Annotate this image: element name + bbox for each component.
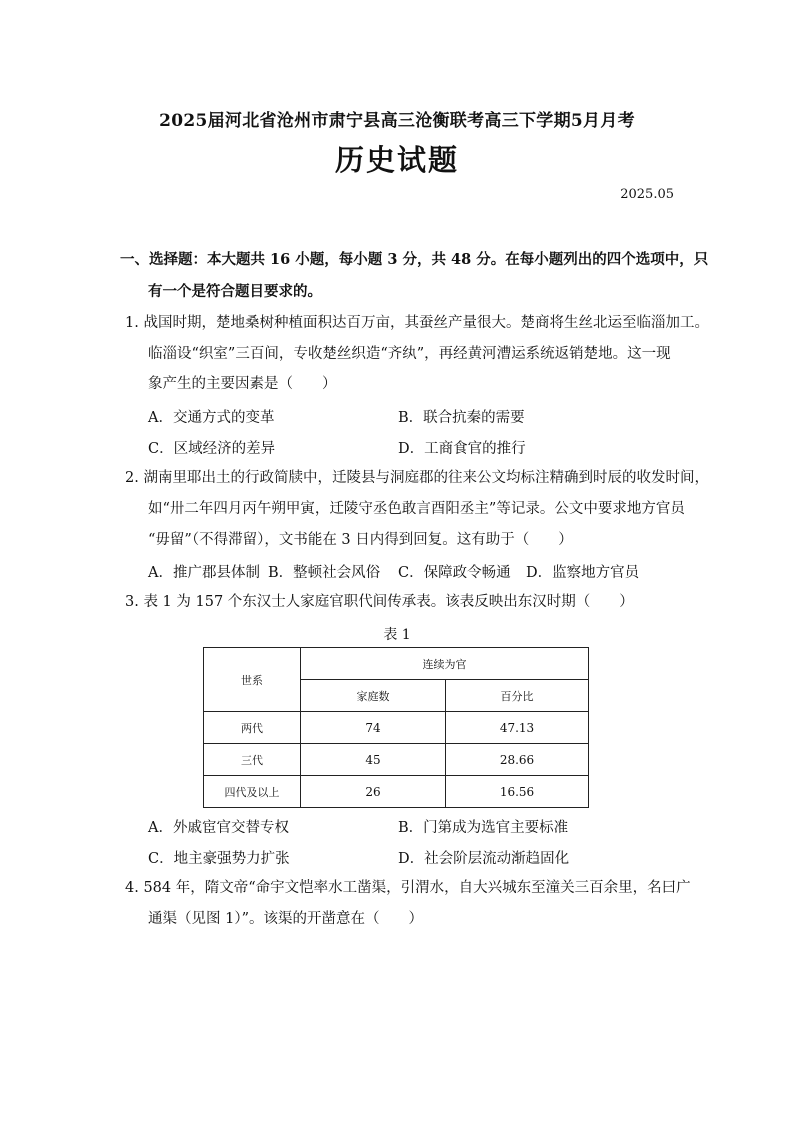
q2-stem-line1: 2. 湖南里耶出土的行政简牍中，迁陵县与洞庭郡的往来公文均标注精确到时辰的收发时间，: [125, 470, 709, 486]
exam-date: 2025.05: [620, 187, 674, 202]
q1-stem-line3: 象产生的主要因素是（ ）: [148, 376, 337, 392]
section-instruction-line1: 一、选择题：本大题共 16 小题，每小题 3 分，共 48 分。在每小题列出的四个选项中，只: [120, 251, 709, 268]
table-row: [204, 712, 589, 744]
row-count: 26: [301, 776, 446, 808]
q2-option-a[interactable]: A．推广郡县体制: [148, 565, 260, 581]
q2-option-d[interactable]: D．监察地方官员: [526, 565, 640, 581]
row-pct: 47.13: [446, 712, 589, 744]
q2-stem-line3: “毋留”（不得滞留），文书能在 3 日内得到回复。这有助于（ ）: [148, 532, 573, 548]
table-header-count: 家庭数: [301, 680, 446, 712]
q3-option-d[interactable]: D．社会阶层流动渐趋固化: [398, 851, 570, 867]
q3-option-a[interactable]: A．外戚宦官交替专权: [148, 820, 289, 836]
row-label: 四代及以上: [204, 776, 301, 808]
row-label: 两代: [204, 712, 301, 744]
table-row: [204, 744, 589, 776]
table-header-group: 连续为官: [301, 648, 589, 680]
table-caption: 表 1: [383, 627, 411, 643]
row-count: 45: [301, 744, 446, 776]
row-pct: 28.66: [446, 744, 589, 776]
table-row: [204, 776, 589, 808]
q2-option-c[interactable]: C．保障政令畅通: [398, 565, 511, 581]
q3-stem: 3. 表 1 为 157 个东汉士人家庭官职代间传承表。该表反映出东汉时期（ ）: [125, 594, 634, 610]
exam-title: 2025届河北省沧州市肃宁县高三沧衡联考高三下学期5月月考: [159, 111, 635, 131]
section-instruction-line2: 有一个是符合题目要求的。: [148, 283, 322, 300]
q2-stem-line2: 如“卅二年四月丙午朔甲寅，迁陵守丞色敢言酉阳丞主”等记录。公文中要求地方官员: [148, 501, 685, 517]
q2-option-b[interactable]: B．整顿社会风俗: [268, 565, 381, 581]
q4-stem-line1: 4. 584 年，隋文帝“命宇文恺率水工凿渠，引渭水，自大兴城东至潼关三百余里，名曰广: [125, 880, 691, 896]
row-count: 74: [301, 712, 446, 744]
subject-title: 历史试题: [334, 143, 459, 177]
table-header-shishi: 世系: [204, 648, 301, 712]
q1-stem-line2: 临淄设“织室”三百间，专收楚丝织造“齐纨”，再经黄河漕运系统返销楚地。这一现: [148, 346, 671, 362]
q3-option-c[interactable]: C．地主豪强势力扩张: [148, 851, 290, 867]
row-pct: 16.56: [446, 776, 589, 808]
q3-option-b[interactable]: B．门第成为选官主要标准: [398, 820, 569, 836]
q1-option-a[interactable]: A．交通方式的变革: [148, 410, 275, 426]
row-label: 三代: [204, 744, 301, 776]
q1-option-c[interactable]: C．区域经济的差异: [148, 441, 276, 457]
table-header-pct: 百分比: [446, 680, 589, 712]
q1-option-d[interactable]: D．工商食官的推行: [398, 441, 526, 457]
lineage-table: [203, 647, 589, 808]
q4-stem-line2: 通渠（见图 1）”。该渠的开凿意在（ ）: [148, 911, 423, 927]
q1-option-b[interactable]: B．联合抗秦的需要: [398, 410, 525, 426]
q1-stem-line1: 1. 战国时期，楚地桑树种植面积达百万亩，其蚕丝产量很大。楚商将生丝北运至临淄加工。: [125, 315, 709, 331]
